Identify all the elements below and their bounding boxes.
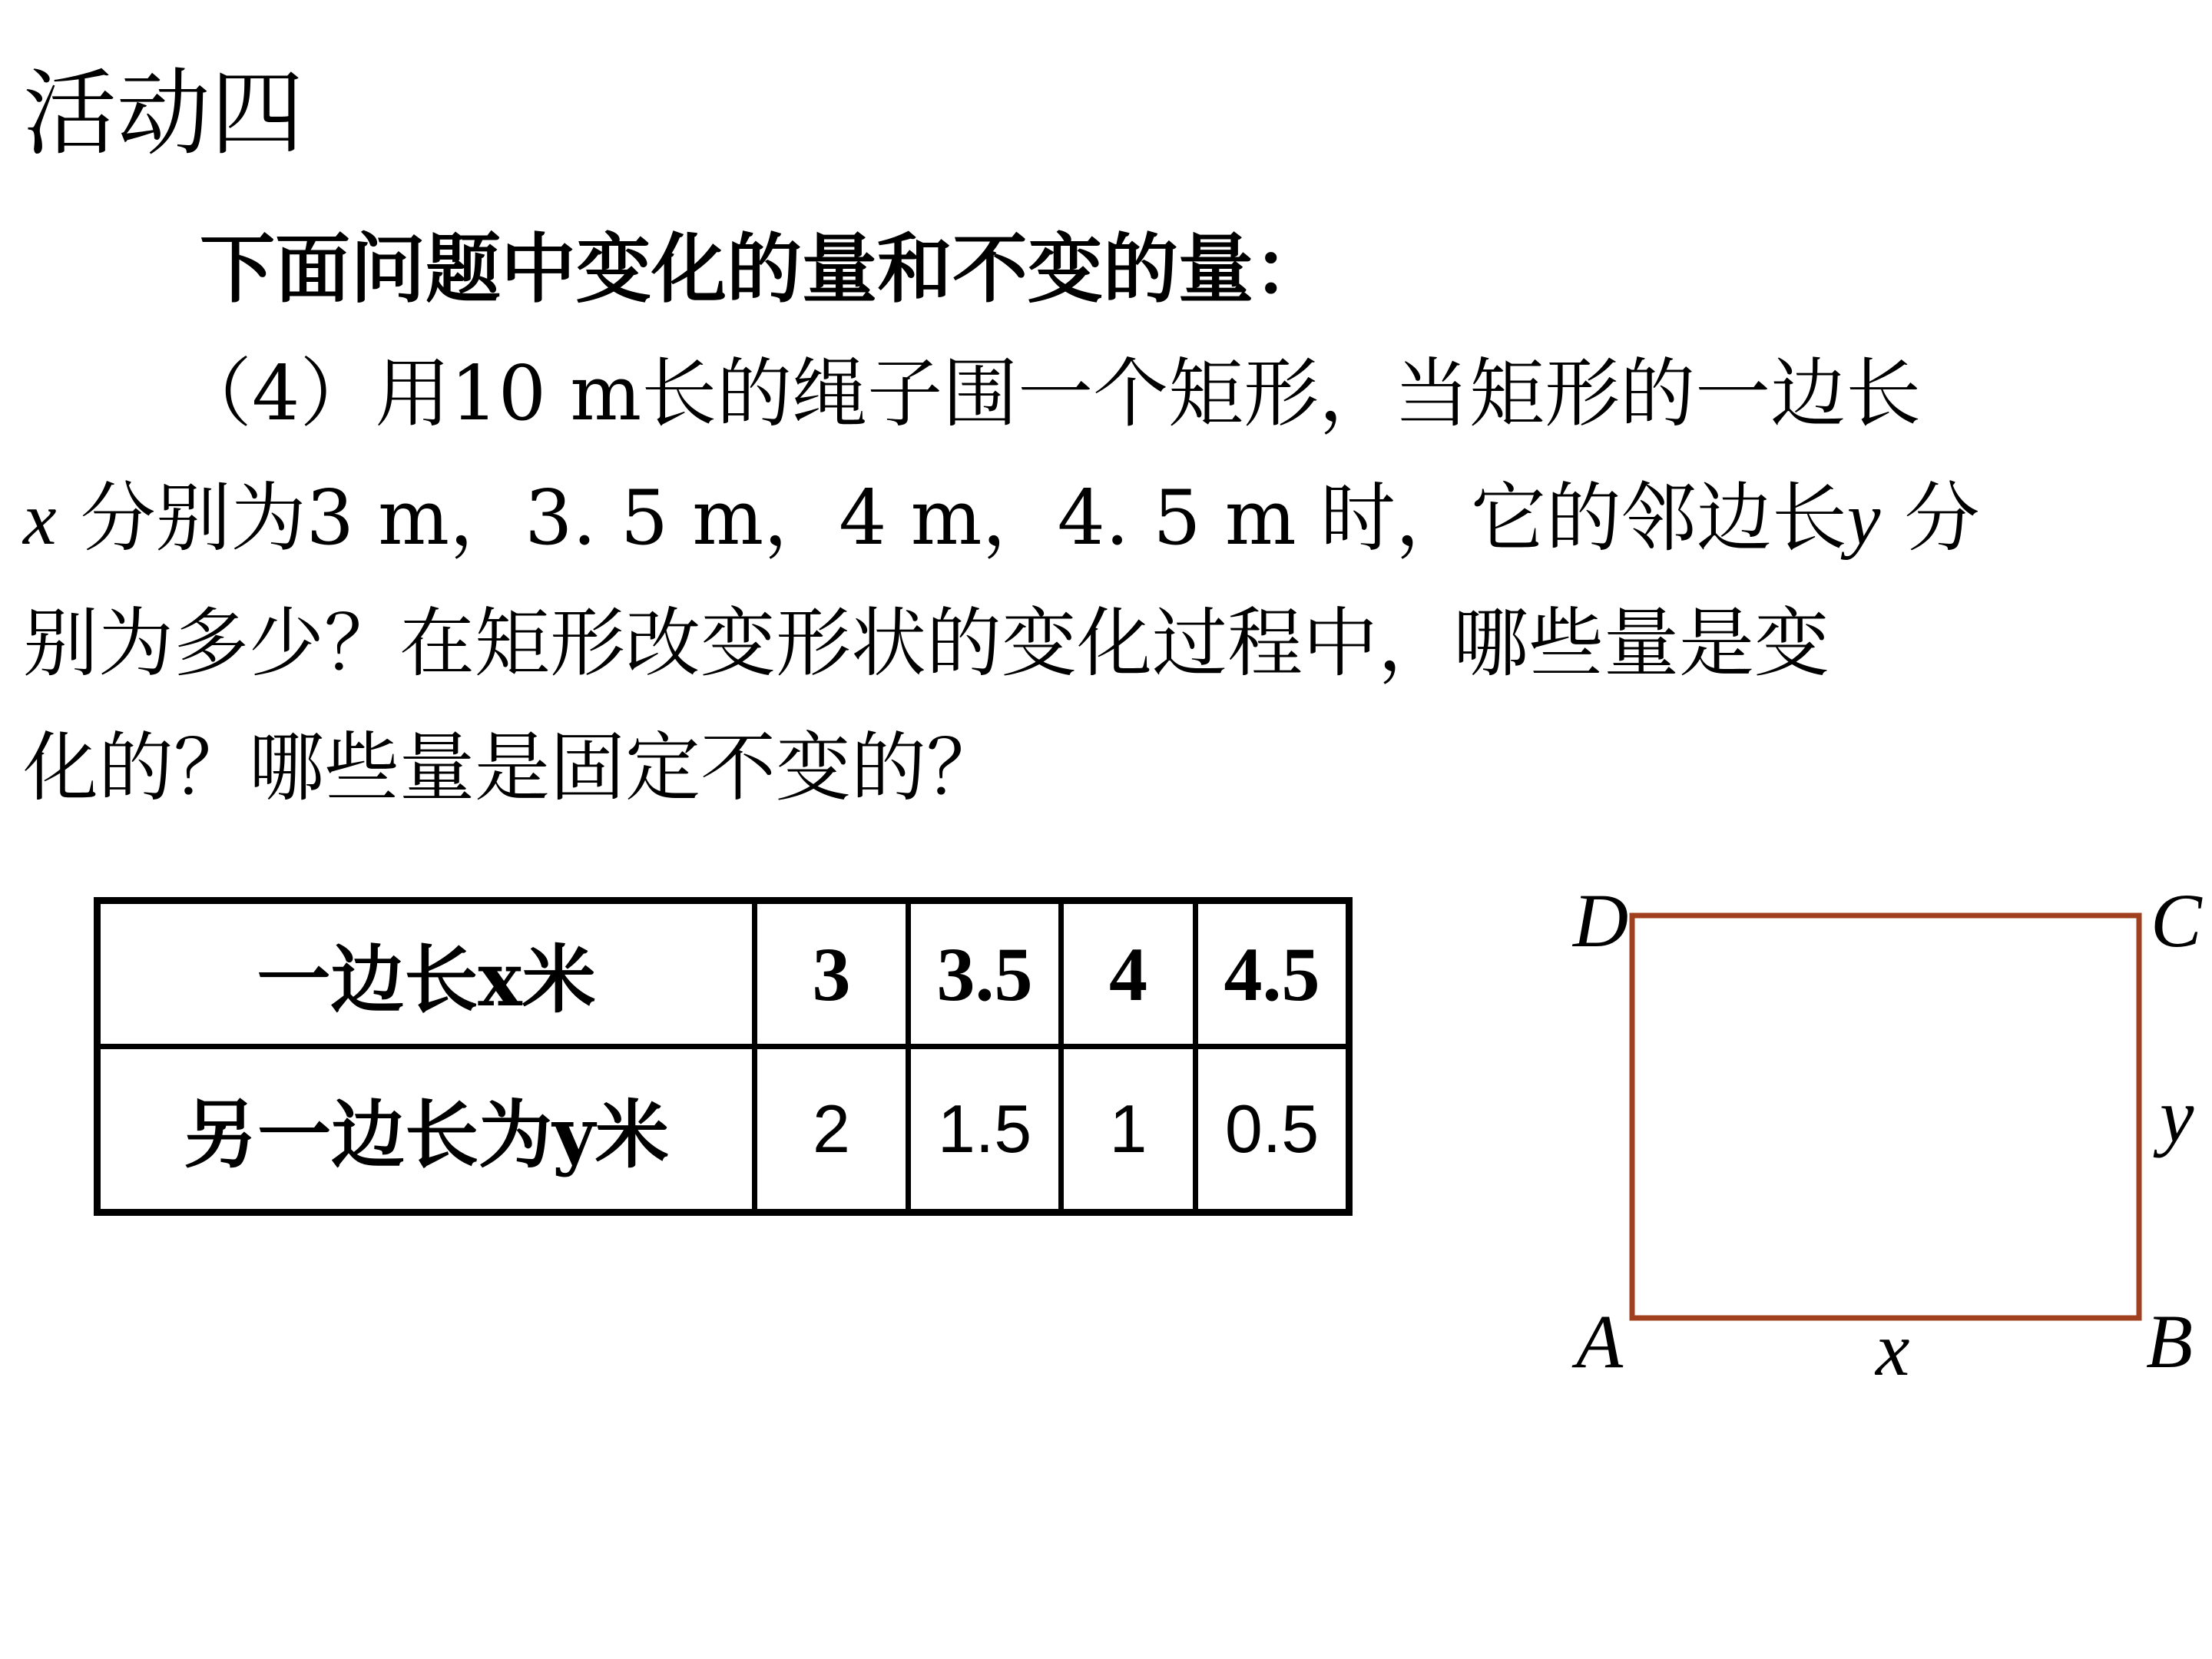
variable-x: x — [23, 478, 57, 561]
y-value-cell: 1.5 — [909, 1047, 1061, 1213]
problem-line-2-mid: 分别为3 m，3. 5 m，4 m，4. 5 m 时，它的邻边长 — [56, 475, 1847, 562]
values-table — [94, 897, 1353, 1216]
x-value-cell: 3 — [755, 901, 909, 1047]
x-value-cell: 3.5 — [909, 901, 1061, 1047]
page-title: 活动四 — [23, 59, 304, 168]
problem-line-3: 别为多少？在矩形改变形状的变化过程中，哪些量是变 — [23, 600, 1830, 687]
vertex-label-b: B — [2146, 1299, 2194, 1384]
problem-line-2 — [23, 456, 2097, 581]
row-header-x: 一边长x米 — [98, 901, 755, 1047]
rectangle-abcd — [1632, 916, 2139, 1318]
intro-text: 下面问题中变化的量和不变的量： — [200, 225, 1330, 313]
y-value-cell: 0.5 — [1196, 1047, 1349, 1213]
variable-y: y — [1846, 478, 1881, 561]
side-label-y: y — [2160, 1073, 2194, 1158]
y-value-cell: 2 — [755, 1047, 909, 1213]
x-value-cell: 4 — [1061, 901, 1196, 1047]
x-value-cell: 4.5 — [1196, 901, 1349, 1047]
rectangle-figure — [1551, 860, 2212, 1398]
vertex-label-c: C — [2151, 878, 2202, 963]
row-header-y: 另一边长为y米 — [98, 1047, 755, 1213]
table-row-x — [98, 901, 1349, 1047]
table-row-y — [98, 1047, 1349, 1213]
problem-text — [23, 332, 2097, 830]
problem-line-1: （4）用10 m长的绳子围一个矩形，当矩形的一边长 — [177, 350, 1922, 438]
y-value-cell: 1 — [1061, 1047, 1196, 1213]
side-label-x: x — [1876, 1306, 1910, 1392]
problem-line-2-end: 分 — [1880, 475, 1980, 562]
problem-line-4: 化的？哪些量是固定不变的？ — [23, 724, 1002, 812]
vertex-label-d: D — [1573, 878, 1629, 963]
vertex-label-a: A — [1576, 1299, 1624, 1384]
